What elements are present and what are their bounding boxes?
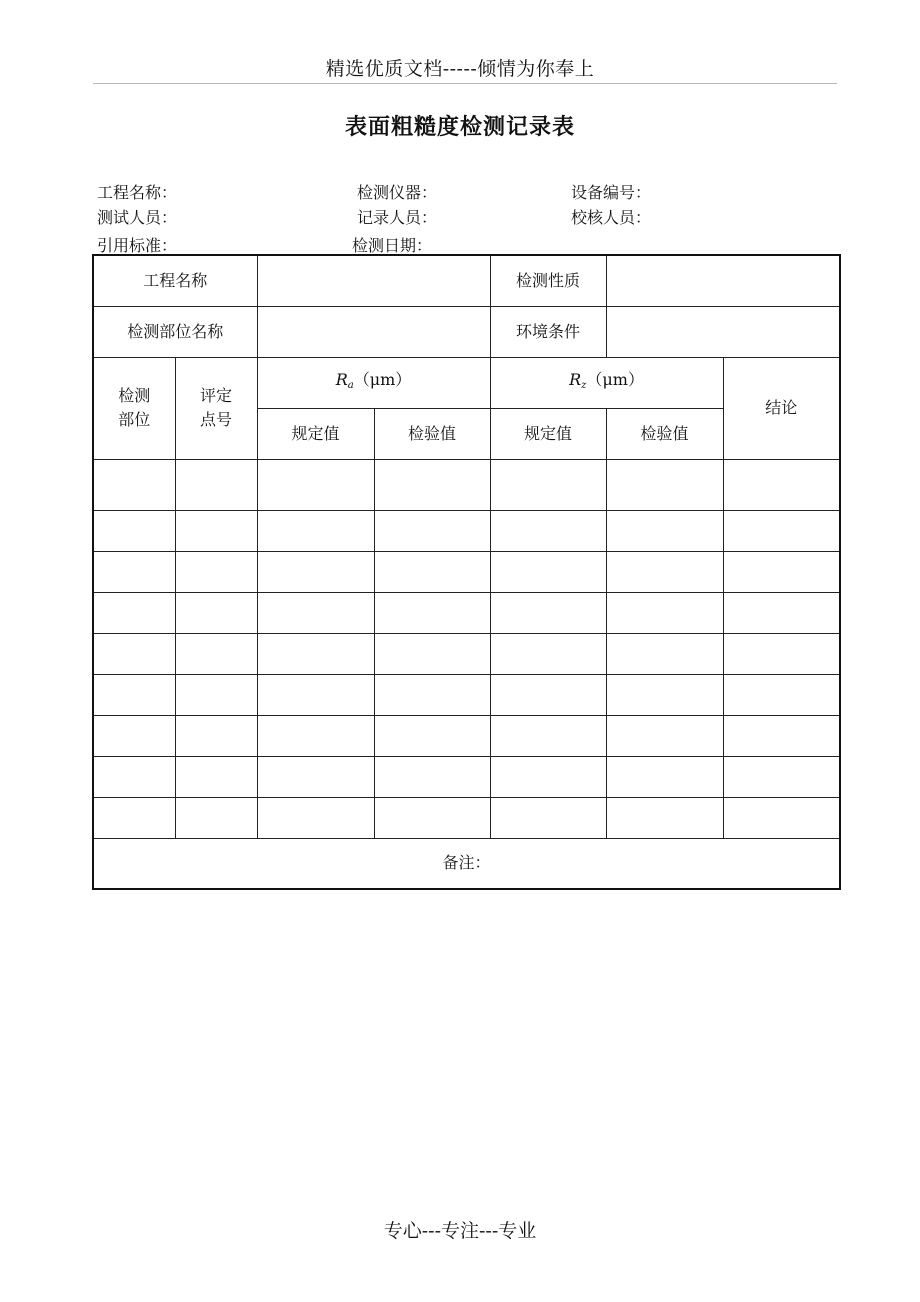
info-recorder: 记录人员： (357, 208, 438, 227)
header-rz-measured: 检验值 (606, 408, 723, 459)
info-tester: 测试人员： (97, 208, 178, 227)
table-cell[interactable] (93, 756, 175, 797)
table-cell[interactable] (490, 756, 606, 797)
roughness-record-table (92, 254, 841, 890)
table-cell[interactable] (723, 459, 840, 510)
label-environment: 环境条件 (490, 306, 606, 357)
table-cell[interactable] (723, 797, 840, 838)
table-cell[interactable] (257, 510, 374, 551)
table-cell[interactable] (374, 551, 490, 592)
table-cell[interactable] (175, 633, 257, 674)
table-cell[interactable] (723, 510, 840, 551)
table-row (93, 674, 840, 715)
table-cell[interactable] (374, 510, 490, 551)
table-cell[interactable] (606, 715, 723, 756)
info-instrument: 检测仪器： (357, 183, 438, 202)
table-cell[interactable] (374, 715, 490, 756)
table-cell[interactable] (175, 510, 257, 551)
page-title: 表面粗糙度检测记录表 (344, 114, 575, 140)
table-cell[interactable] (374, 592, 490, 633)
table-cell[interactable] (606, 797, 723, 838)
label-test-nature: 检测性质 (490, 255, 606, 306)
table-row (93, 510, 840, 551)
table-row (93, 459, 840, 510)
table-cell[interactable] (93, 551, 175, 592)
table-cell[interactable] (490, 715, 606, 756)
table-data-body (93, 459, 840, 838)
label-project-name: 工程名称 (93, 255, 257, 306)
footer-slogan: 专心---专注---专业 (383, 1220, 537, 1242)
table-cell[interactable] (490, 797, 606, 838)
table-cell[interactable] (257, 633, 374, 674)
table-cell[interactable] (606, 756, 723, 797)
value-test-nature[interactable] (606, 255, 840, 306)
rz-symbol: R (569, 369, 582, 389)
table-cell[interactable] (723, 592, 840, 633)
table-cell[interactable] (257, 797, 374, 838)
table-cell[interactable] (175, 459, 257, 510)
table-cell[interactable] (175, 756, 257, 797)
info-checker: 校核人员： (571, 208, 652, 227)
header-ra-measured: 检验值 (374, 408, 490, 459)
table-cell[interactable] (490, 592, 606, 633)
table-cell[interactable] (93, 633, 175, 674)
ra-subscript: a (347, 379, 354, 391)
table-cell[interactable] (723, 633, 840, 674)
table-cell[interactable] (175, 592, 257, 633)
table-cell[interactable] (490, 510, 606, 551)
table-cell[interactable] (606, 459, 723, 510)
table-cell[interactable] (723, 715, 840, 756)
table-row (93, 715, 840, 756)
table-cell[interactable] (175, 715, 257, 756)
remarks-cell[interactable] (93, 838, 840, 889)
table-cell[interactable] (490, 459, 606, 510)
value-project-name[interactable] (257, 255, 490, 306)
table-cell[interactable] (490, 674, 606, 715)
table-row (93, 551, 840, 592)
value-location-name[interactable] (257, 306, 490, 357)
table-cell[interactable] (257, 551, 374, 592)
table-cell[interactable] (93, 592, 175, 633)
table-cell[interactable] (175, 797, 257, 838)
table-cell[interactable] (723, 756, 840, 797)
header-conclusion: 结论 (723, 357, 840, 459)
table-cell[interactable] (257, 592, 374, 633)
table-cell[interactable] (257, 715, 374, 756)
table-cell[interactable] (606, 510, 723, 551)
table-cell[interactable] (606, 674, 723, 715)
table-cell[interactable] (723, 674, 840, 715)
table-row (93, 592, 840, 633)
header-point-text: 评定点号 (199, 386, 232, 429)
table-cell[interactable] (606, 592, 723, 633)
table-cell[interactable] (606, 633, 723, 674)
table-cell[interactable] (374, 459, 490, 510)
table-row-project (93, 255, 840, 306)
label-location-name: 检测部位名称 (93, 306, 257, 357)
table-cell[interactable] (175, 674, 257, 715)
table-cell[interactable] (93, 510, 175, 551)
table-cell[interactable] (175, 551, 257, 592)
table-cell[interactable] (723, 551, 840, 592)
table-cell[interactable] (257, 674, 374, 715)
table-row (93, 633, 840, 674)
table-cell[interactable] (93, 797, 175, 838)
header-banner: 精选优质文档-----倾情为你奉上 (325, 58, 595, 80)
table-cell[interactable] (93, 715, 175, 756)
rz-unit: （μm） (586, 369, 644, 389)
table-cell[interactable] (374, 674, 490, 715)
ra-unit: （μm） (353, 369, 412, 389)
table-cell[interactable] (93, 674, 175, 715)
table-row (93, 756, 840, 797)
header-part (93, 357, 175, 459)
header-ra-spec: 规定值 (257, 408, 374, 459)
table-row-location (93, 306, 840, 357)
remarks-label: 备注： (442, 853, 491, 873)
table-cell[interactable] (257, 756, 374, 797)
table-row-remarks (93, 838, 840, 889)
value-environment[interactable] (606, 306, 840, 357)
table-cell[interactable] (490, 551, 606, 592)
table-cell[interactable] (374, 756, 490, 797)
table-cell[interactable] (93, 459, 175, 510)
header-part-text: 检测部位 (118, 386, 151, 429)
ra-symbol: R (335, 369, 348, 389)
table-row (93, 797, 840, 838)
table-cell[interactable] (606, 551, 723, 592)
header-ra (257, 357, 490, 408)
table-cell[interactable] (490, 633, 606, 674)
header-point (175, 357, 257, 459)
table-cell[interactable] (374, 633, 490, 674)
info-project-name: 工程名称： (97, 183, 178, 202)
table-header-row-1 (93, 357, 840, 408)
header-divider (93, 83, 837, 84)
header-rz-spec: 规定值 (490, 408, 606, 459)
table-cell[interactable] (374, 797, 490, 838)
info-standard: 引用标准： (97, 236, 178, 255)
info-test-date: 检测日期： (352, 236, 433, 255)
table-cell[interactable] (257, 459, 374, 510)
info-equipment-no: 设备编号： (571, 183, 652, 202)
header-rz (490, 357, 723, 408)
rz-subscript: z (581, 379, 587, 391)
